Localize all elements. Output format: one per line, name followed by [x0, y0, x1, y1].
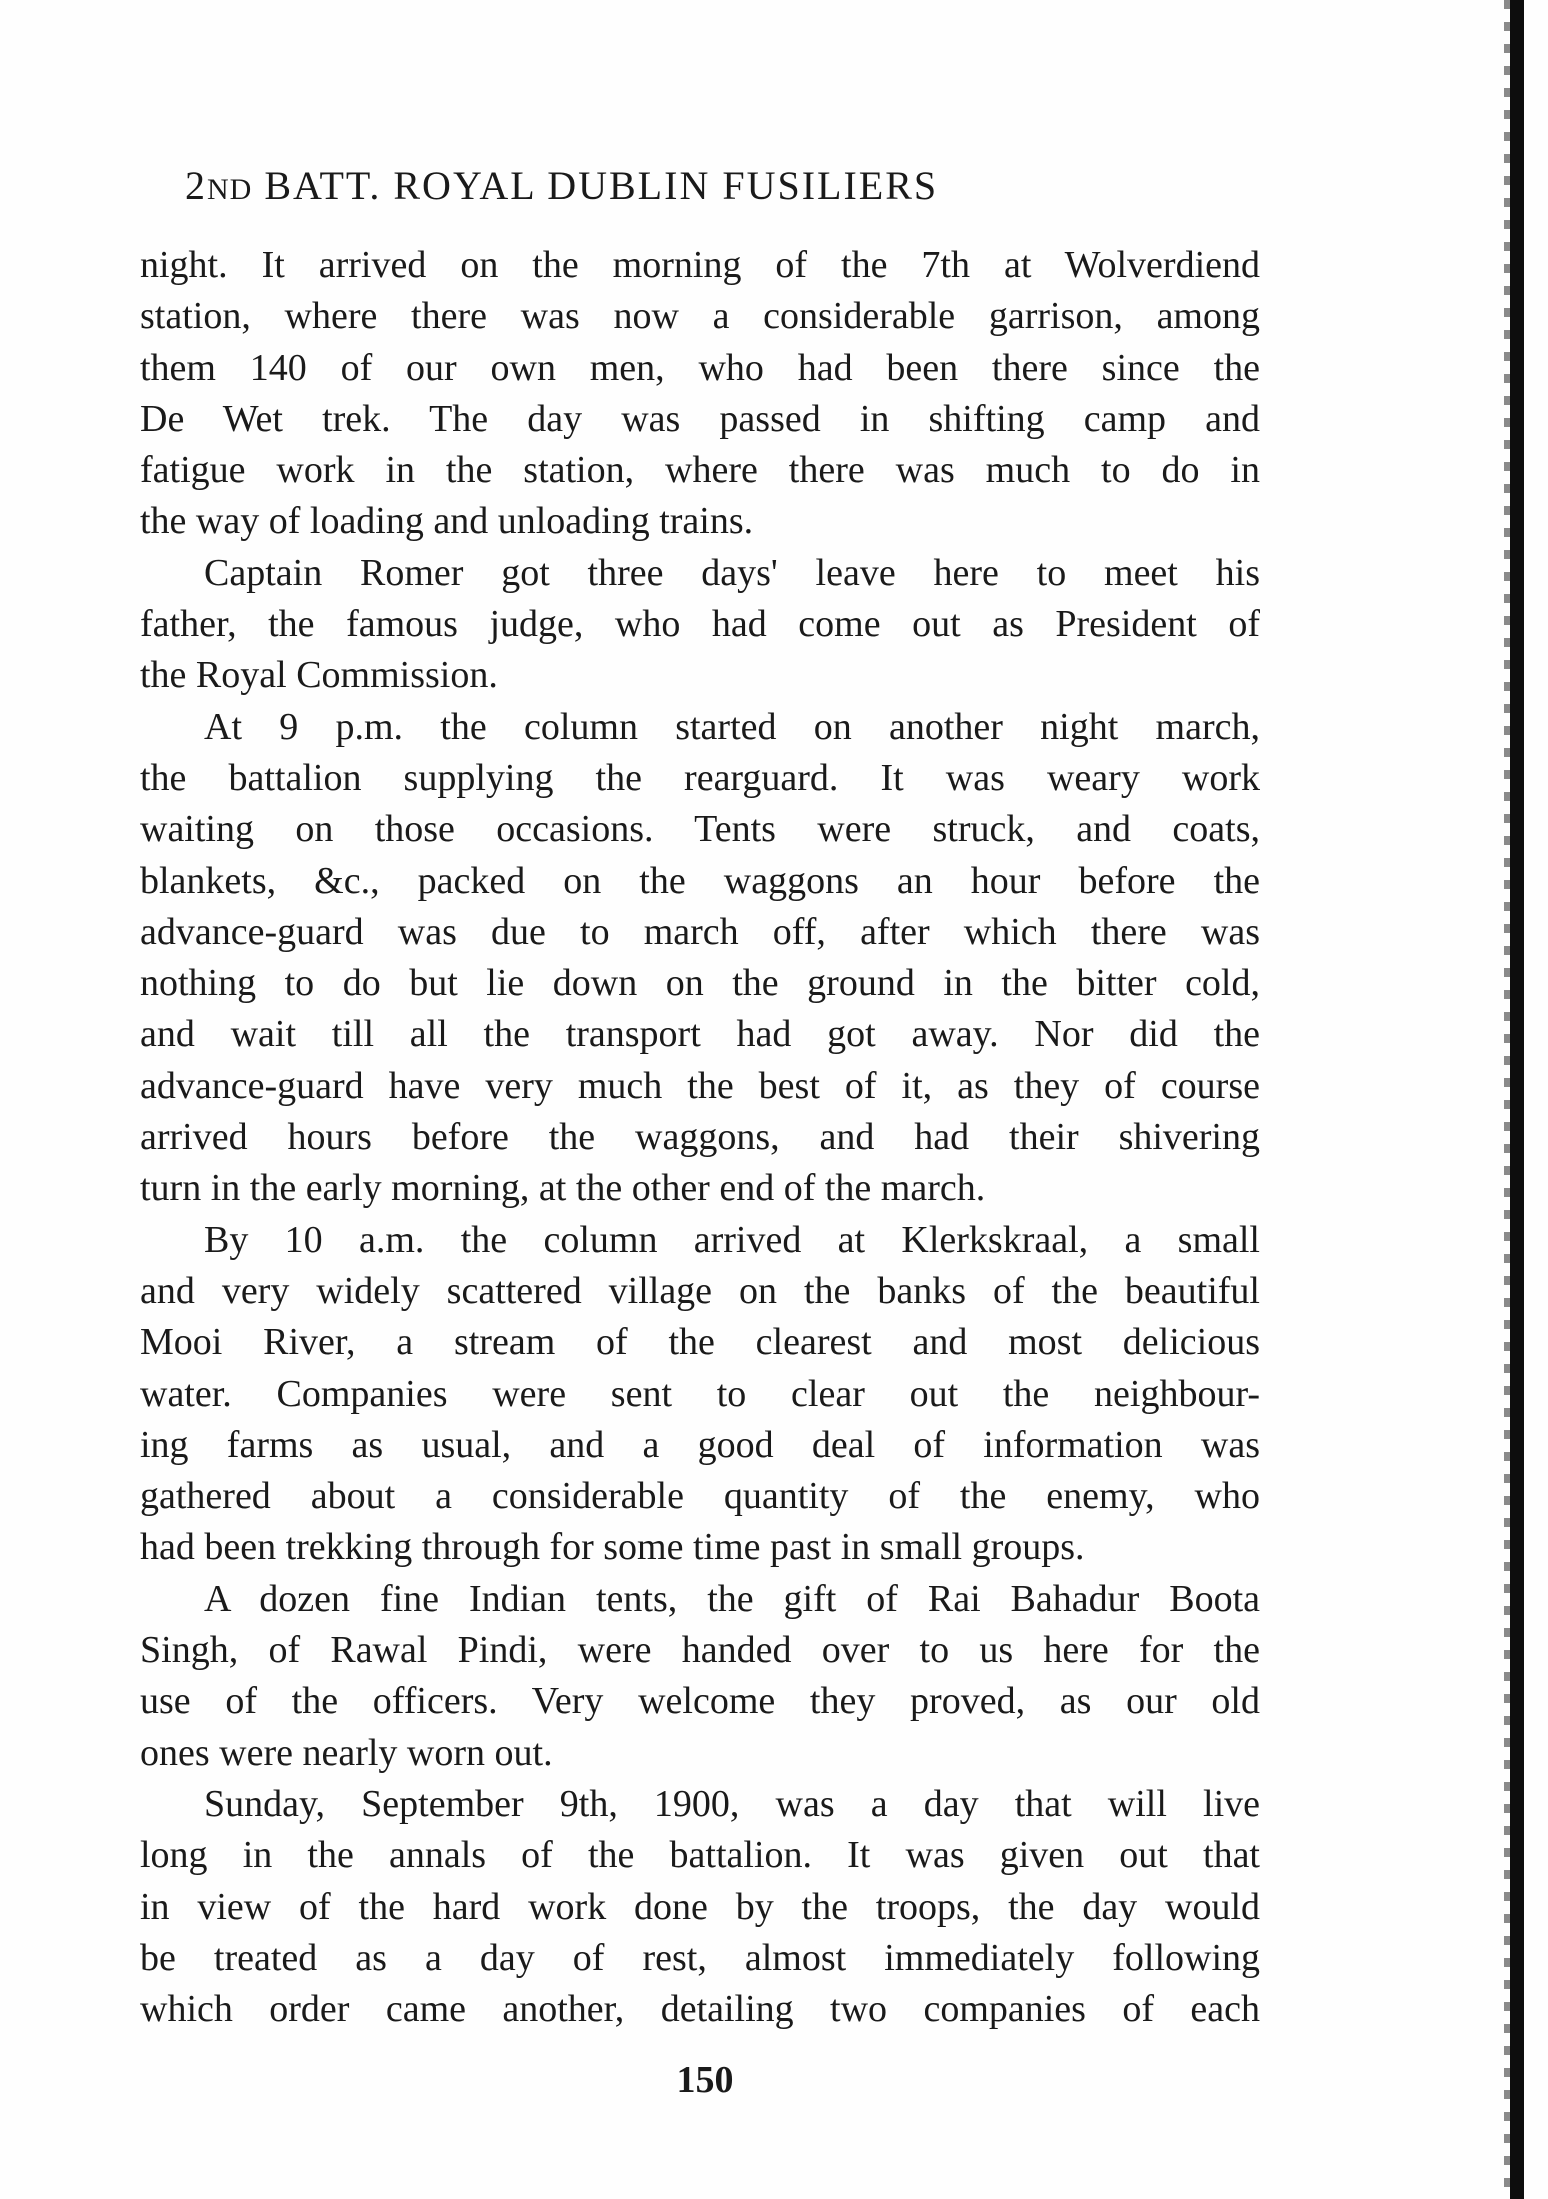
text-line: Singh, of Rawal Pindi, were handed over to us here for the — [140, 1629, 1260, 1672]
text-line: A dozen fine Indian tents, the gift of Rai Bahadur Boota — [204, 1577, 1260, 1620]
text-line: At 9 p.m. the column started on another night march, — [204, 705, 1260, 748]
text-line: the way of loading and unloading trains. — [140, 500, 754, 543]
text-line: turn in the early morning, at the other end of the march. — [140, 1167, 986, 1210]
text-line: Sunday, September 9th, 1900, was a day that will live — [204, 1782, 1260, 1825]
text-line: advance-guard have very much the best of it, as they of course — [140, 1064, 1260, 1107]
text-line: the Royal Commission. — [140, 654, 498, 697]
text-line: them 140 of our own men, who had been there since the — [140, 346, 1260, 389]
text-line: father, the famous judge, who had come out as President of — [140, 603, 1260, 646]
text-line: Mooi River, a stream of the clearest and most delicious — [140, 1321, 1260, 1364]
text-line: blankets, &c., packed on the waggons an hour before the — [140, 859, 1260, 902]
text-line: waiting on those occasions. Tents were struck, and coats, — [140, 808, 1260, 851]
text-line: fatigue work in the station, where there was much to do in — [140, 449, 1260, 492]
text-line: De Wet trek. The day was passed in shifting camp and — [140, 397, 1260, 440]
text-line: Captain Romer got three days' leave here to meet his — [204, 551, 1260, 594]
text-line: be treated as a day of rest, almost immediately following — [140, 1936, 1260, 1979]
running-head-ordinal-suffix: ND — [207, 173, 253, 206]
text-line: the battalion supplying the rearguard. It was weary work — [140, 756, 1260, 799]
text-line: By 10 a.m. the column arrived at Klerkskraal, a small — [204, 1218, 1260, 1261]
text-line: water. Companies were sent to clear out the neighbour- — [140, 1372, 1260, 1415]
body-text — [140, 240, 1260, 2035]
text-line: ones were nearly worn out. — [140, 1731, 553, 1774]
text-line: which order came another, detailing two companies of each — [140, 1988, 1260, 2031]
text-line: nothing to do but lie down on the ground in the bitter cold, — [140, 962, 1260, 1005]
text-line: night. It arrived on the morning of the 7th at Wolverdiend — [140, 244, 1260, 286]
running-head — [185, 162, 1185, 209]
running-head-title: BATT. ROYAL DUBLIN FUSILIERS — [264, 163, 939, 208]
text-line: ing farms as usual, and a good deal of information was — [140, 1423, 1260, 1466]
binding-edge — [1510, 0, 1524, 2199]
text-line: had been trekking through for some time past in small groups. — [140, 1526, 1085, 1569]
text-line: and wait till all the transport had got away. Nor did the — [140, 1013, 1260, 1056]
page-number: 150 — [676, 2059, 734, 2101]
text-line: station, where there was now a considerable garrison, among — [140, 295, 1260, 338]
text-line: in view of the hard work done by the troops, the day would — [140, 1885, 1260, 1928]
text-line: long in the annals of the battalion. It was given out that — [140, 1834, 1260, 1877]
text-line: and very widely scattered village on the banks of the beautiful — [140, 1269, 1260, 1312]
text-line: gathered about a considerable quantity of the enemy, who — [140, 1475, 1260, 1518]
running-head-ordinal: 2 — [185, 163, 207, 208]
text-line: advance-guard was due to march off, after which there was — [140, 910, 1260, 953]
text-line: arrived hours before the waggons, and had their shivering — [140, 1116, 1260, 1159]
text-line: use of the officers. Very welcome they proved, as our old — [140, 1680, 1260, 1723]
